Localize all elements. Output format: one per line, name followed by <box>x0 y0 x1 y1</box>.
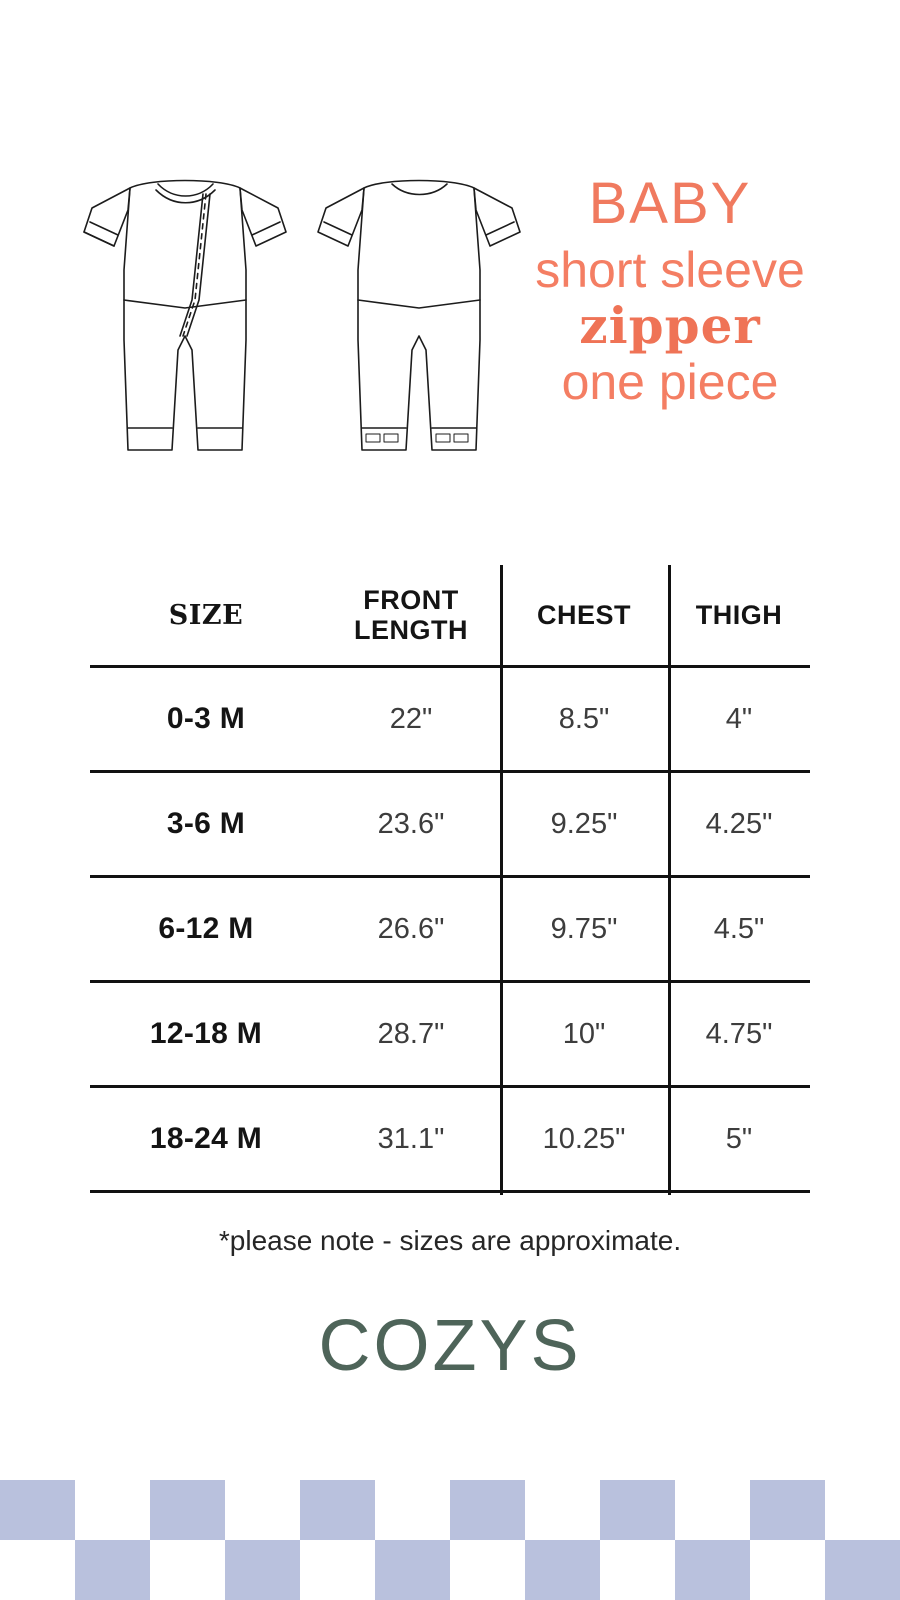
checker-tile <box>0 1540 75 1600</box>
cell-size: 3-6 M <box>166 807 246 840</box>
checker-tile <box>75 1480 150 1540</box>
checker-tile <box>225 1540 300 1600</box>
cell-thigh: 4.5" <box>713 912 765 945</box>
cell-chest: 9.75" <box>550 912 618 945</box>
cell-size: 0-3 M <box>166 702 246 735</box>
sizes-approximate-note: *please note - sizes are approximate. <box>218 1225 682 1256</box>
hero-title-baby: BABY <box>588 171 752 236</box>
hero-title-one-piece: one piece <box>561 354 779 410</box>
checker-tile <box>150 1480 225 1540</box>
checker-tile <box>600 1480 675 1540</box>
cell-chest: 8.5" <box>558 702 610 735</box>
checker-tile <box>225 1480 300 1540</box>
table-header-row <box>90 565 810 667</box>
checker-tile <box>525 1540 600 1600</box>
hero-title-block <box>510 171 830 410</box>
garment-illustrations <box>70 150 540 500</box>
checker-tile <box>450 1480 525 1540</box>
cell-size: 6-12 M <box>158 912 254 945</box>
column-header-thigh: THIGH <box>695 599 783 630</box>
checker-tile <box>375 1480 450 1540</box>
cell-front-length: 26.6" <box>377 912 445 945</box>
size-chart-table-wrapper <box>90 565 810 1193</box>
checker-tile <box>825 1540 900 1600</box>
table-header <box>90 565 810 667</box>
checker-tile <box>825 1480 900 1540</box>
cell-thigh: 4.75" <box>705 1017 773 1050</box>
cell-chest: 9.25" <box>550 807 618 840</box>
checker-tile <box>300 1540 375 1600</box>
column-header-front-length <box>322 565 500 667</box>
cell-size: 12-18 M <box>149 1017 263 1050</box>
hero-section <box>0 0 900 540</box>
column-header-front-length-line2: LENGTH <box>354 615 468 645</box>
checker-tile <box>750 1480 825 1540</box>
table-row <box>90 772 810 877</box>
table-body <box>90 667 810 1192</box>
checker-tile <box>150 1540 225 1600</box>
cell-front-length: 23.6" <box>377 807 445 840</box>
cell-front-length: 22" <box>389 702 433 735</box>
column-header-size: SIZE <box>168 599 244 631</box>
cell-thigh: 5" <box>725 1122 753 1155</box>
hero-title-short-sleeve: short sleeve <box>535 242 805 298</box>
cell-chest: 10.25" <box>542 1122 626 1155</box>
garment-svg <box>70 150 540 500</box>
table-row <box>90 982 810 1087</box>
cell-size: 18-24 M <box>149 1122 263 1155</box>
checker-tile <box>450 1540 525 1600</box>
checker-tile <box>525 1480 600 1540</box>
checker-tile <box>300 1480 375 1540</box>
checker-tile <box>375 1540 450 1600</box>
cell-thigh: 4" <box>725 702 753 735</box>
checker-tile <box>675 1540 750 1600</box>
checker-tile <box>600 1540 675 1600</box>
column-header-front-length-line1: FRONT <box>363 584 459 615</box>
checker-tile <box>675 1480 750 1540</box>
checkerboard-footer <box>0 1480 900 1600</box>
garment-back-illustration <box>318 181 520 451</box>
garment-front-illustration <box>84 181 286 451</box>
brand-wordmark: COZYS <box>318 1306 582 1386</box>
hero-title-zipper: zipper <box>579 296 761 355</box>
cell-chest: 10" <box>562 1017 606 1050</box>
cell-front-length: 28.7" <box>377 1017 445 1050</box>
column-header-chest: CHEST <box>536 599 631 630</box>
size-chart-table <box>90 565 810 1193</box>
cell-front-length: 31.1" <box>377 1122 445 1155</box>
table-row <box>90 1087 810 1192</box>
checker-tile <box>0 1480 75 1540</box>
table-row <box>90 877 810 982</box>
checker-tile <box>75 1540 150 1600</box>
cell-thigh: 4.25" <box>705 807 773 840</box>
checker-tile <box>750 1540 825 1600</box>
table-row <box>90 667 810 772</box>
